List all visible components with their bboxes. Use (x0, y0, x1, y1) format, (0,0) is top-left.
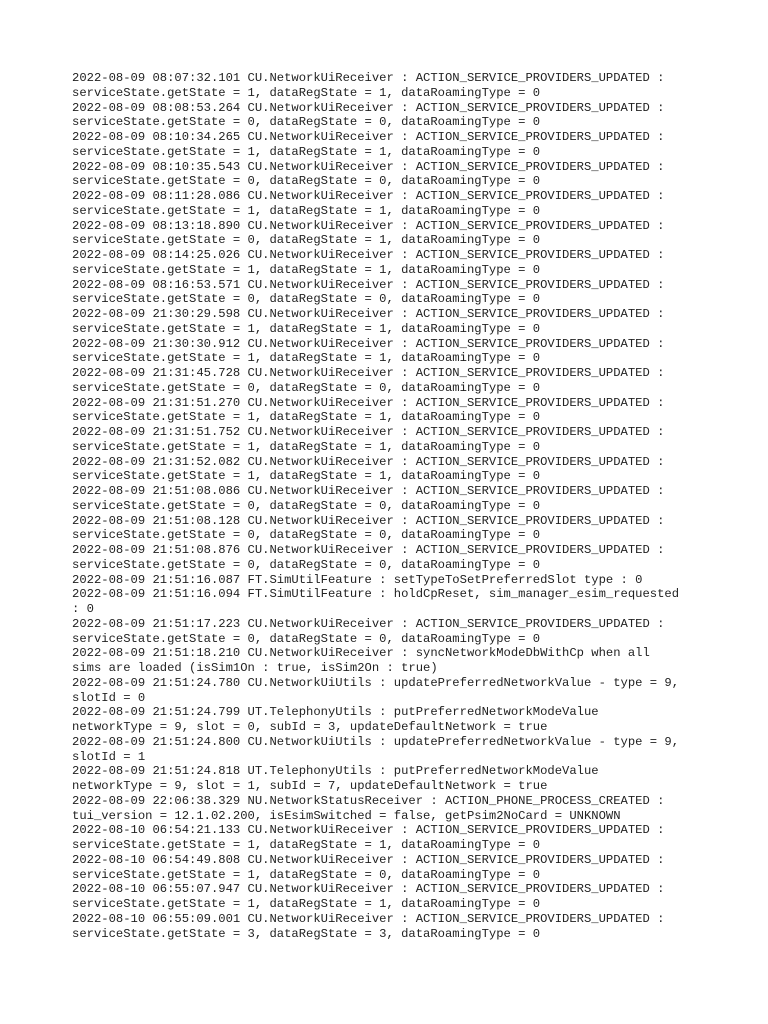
log-line: 2022-08-09 21:51:18.210 CU.NetworkUiReceiver : syncNetworkModeDbWithCp when all (72, 646, 650, 661)
log-line: 2022-08-09 21:30:30.912 CU.NetworkUiReceiver : ACTION_SERVICE_PROVIDERS_UPDATED : (72, 336, 665, 351)
log-line: serviceState.getState = 1, dataRegState = 1, dataRoamingType = 0 (72, 897, 541, 911)
log-line: serviceState.getState = 1, dataRegState = 0, dataRoamingType = 0 (72, 867, 541, 882)
log-line: 2022-08-09 21:31:51.270 CU.NetworkUiReceiver : ACTION_SERVICE_PROVIDERS_UPDATED : (72, 395, 665, 410)
log-line: 2022-08-10 06:54:49.808 CU.NetworkUiReceiver : ACTION_SERVICE_PROVIDERS_UPDATED : (72, 852, 665, 867)
log-line: 2022-08-09 21:51:08.086 CU.NetworkUiReceiver : ACTION_SERVICE_PROVIDERS_UPDATED : (72, 484, 665, 498)
log-line: sims are loaded (isSim1On : true, isSim2On : true) (72, 661, 438, 675)
log-line: serviceState.getState = 0, dataRegState = 0, dataRoamingType = 0 (72, 174, 541, 189)
log-document (72, 71, 712, 941)
log-line: serviceState.getState = 3, dataRegState = 3, dataRoamingType = 0 (72, 926, 541, 941)
log-line: serviceState.getState = 0, dataRegState = 0, dataRoamingType = 0 (72, 292, 541, 307)
log-line: 2022-08-09 08:10:35.543 CU.NetworkUiReceiver : ACTION_SERVICE_PROVIDERS_UPDATED : (72, 159, 665, 174)
log-line: serviceState.getState = 1, dataRegState = 1, dataRoamingType = 0 (72, 410, 541, 425)
log-line: : 0 (72, 602, 94, 616)
log-line: serviceState.getState = 1, dataRegState = 1, dataRoamingType = 0 (72, 262, 541, 277)
log-line: slotId = 1 (72, 749, 146, 764)
log-line: 2022-08-09 21:51:08.128 CU.NetworkUiReceiver : ACTION_SERVICE_PROVIDERS_UPDATED : (72, 513, 665, 528)
log-line: serviceState.getState = 1, dataRegState = 1, dataRoamingType = 0 (72, 351, 541, 366)
log-line: serviceState.getState = 0, dataRegState = 0, dataRoamingType = 0 (72, 380, 541, 395)
log-line: 2022-08-09 21:51:17.223 CU.NetworkUiReceiver : ACTION_SERVICE_PROVIDERS_UPDATED : (72, 616, 665, 631)
log-line: serviceState.getState = 1, dataRegState = 1, dataRoamingType = 0 (72, 321, 541, 336)
log-line: serviceState.getState = 0, dataRegState = 0, dataRoamingType = 0 (72, 115, 541, 130)
log-line: serviceState.getState = 0, dataRegState = 1, dataRoamingType = 0 (72, 233, 541, 248)
log-line: 2022-08-09 08:08:53.264 CU.NetworkUiReceiver : ACTION_SERVICE_PROVIDERS_UPDATED : (72, 100, 665, 115)
log-line: serviceState.getState = 1, dataRegState = 1, dataRoamingType = 0 (72, 439, 541, 454)
log-line: 2022-08-09 22:06:38.329 NU.NetworkStatusReceiver : ACTION_PHONE_PROCESS_CREATED : (72, 793, 665, 808)
log-line: 2022-08-09 21:51:08.876 CU.NetworkUiReceiver : ACTION_SERVICE_PROVIDERS_UPDATED : (72, 543, 665, 557)
log-line: 2022-08-09 21:51:24.799 UT.TelephonyUtils : putPreferredNetworkModeValue (72, 705, 599, 720)
log-line: 2022-08-09 08:11:28.086 CU.NetworkUiReceiver : ACTION_SERVICE_PROVIDERS_UPDATED : (72, 189, 665, 203)
log-line: 2022-08-09 21:51:16.094 FT.SimUtilFeature : holdCpReset, sim_manager_esim_requested (72, 587, 680, 602)
log-line: serviceState.getState = 0, dataRegState = 0, dataRoamingType = 0 (72, 557, 541, 572)
log-line: 2022-08-09 08:14:25.026 CU.NetworkUiReceiver : ACTION_SERVICE_PROVIDERS_UPDATED : (72, 248, 665, 262)
log-line: 2022-08-09 21:51:16.087 FT.SimUtilFeature : setTypeToSetPreferredSlot type : 0 (72, 572, 643, 587)
log-line: serviceState.getState = 0, dataRegState = 0, dataRoamingType = 0 (72, 528, 541, 543)
log-line: serviceState.getState = 0, dataRegState = 0, dataRoamingType = 0 (72, 631, 541, 646)
log-line: 2022-08-10 06:54:21.133 CU.NetworkUiReceiver : ACTION_SERVICE_PROVIDERS_UPDATED : (72, 823, 665, 838)
log-line: 2022-08-09 21:31:51.752 CU.NetworkUiReceiver : ACTION_SERVICE_PROVIDERS_UPDATED : (72, 425, 665, 439)
log-line: serviceState.getState = 1, dataRegState = 1, dataRoamingType = 0 (72, 838, 541, 852)
log-line: tui_version = 12.1.02.200, isEsimSwitched = false, getPsim2NoCard = UNKNOWN (72, 808, 621, 823)
log-line: serviceState.getState = 1, dataRegState = 1, dataRoamingType = 0 (72, 85, 541, 100)
log-line: serviceState.getState = 1, dataRegState = 1, dataRoamingType = 0 (72, 469, 541, 484)
log-line: 2022-08-09 08:16:53.571 CU.NetworkUiReceiver : ACTION_SERVICE_PROVIDERS_UPDATED : (72, 277, 665, 292)
log-line: slotId = 0 (72, 690, 146, 705)
log-line: 2022-08-09 21:51:24.818 UT.TelephonyUtils : putPreferredNetworkModeValue (72, 764, 599, 779)
log-line: 2022-08-09 21:51:24.800 CU.NetworkUiUtils : updatePreferredNetworkValue - type = 9, (72, 734, 680, 749)
log-line: 2022-08-09 21:30:29.598 CU.NetworkUiReceiver : ACTION_SERVICE_PROVIDERS_UPDATED : (72, 307, 665, 321)
log-line: 2022-08-09 21:51:24.780 CU.NetworkUiUtils : updatePreferredNetworkValue - type = 9, (72, 675, 680, 690)
log-line: networkType = 9, slot = 0, subId = 3, updateDefaultNetwork = true (72, 720, 548, 734)
log-line: 2022-08-09 08:07:32.101 CU.NetworkUiReceiver : ACTION_SERVICE_PROVIDERS_UPDATED : (72, 71, 665, 85)
log-line: serviceState.getState = 0, dataRegState = 0, dataRoamingType = 0 (72, 498, 541, 513)
log-line: networkType = 9, slot = 1, subId = 7, updateDefaultNetwork = true (72, 779, 548, 793)
log-line: 2022-08-09 21:31:45.728 CU.NetworkUiReceiver : ACTION_SERVICE_PROVIDERS_UPDATED : (72, 366, 665, 380)
log-line: 2022-08-09 21:31:52.082 CU.NetworkUiReceiver : ACTION_SERVICE_PROVIDERS_UPDATED : (72, 454, 665, 469)
log-line: 2022-08-10 06:55:09.001 CU.NetworkUiReceiver : ACTION_SERVICE_PROVIDERS_UPDATED : (72, 911, 665, 926)
log-line: serviceState.getState = 1, dataRegState = 1, dataRoamingType = 0 (72, 203, 541, 218)
log-line: 2022-08-09 08:10:34.265 CU.NetworkUiReceiver : ACTION_SERVICE_PROVIDERS_UPDATED : (72, 130, 665, 144)
log-line: 2022-08-09 08:13:18.890 CU.NetworkUiReceiver : ACTION_SERVICE_PROVIDERS_UPDATED : (72, 218, 665, 233)
log-line: serviceState.getState = 1, dataRegState = 1, dataRoamingType = 0 (72, 144, 541, 159)
log-line: 2022-08-10 06:55:07.947 CU.NetworkUiReceiver : ACTION_SERVICE_PROVIDERS_UPDATED : (72, 882, 665, 897)
log-text-block (72, 71, 712, 941)
